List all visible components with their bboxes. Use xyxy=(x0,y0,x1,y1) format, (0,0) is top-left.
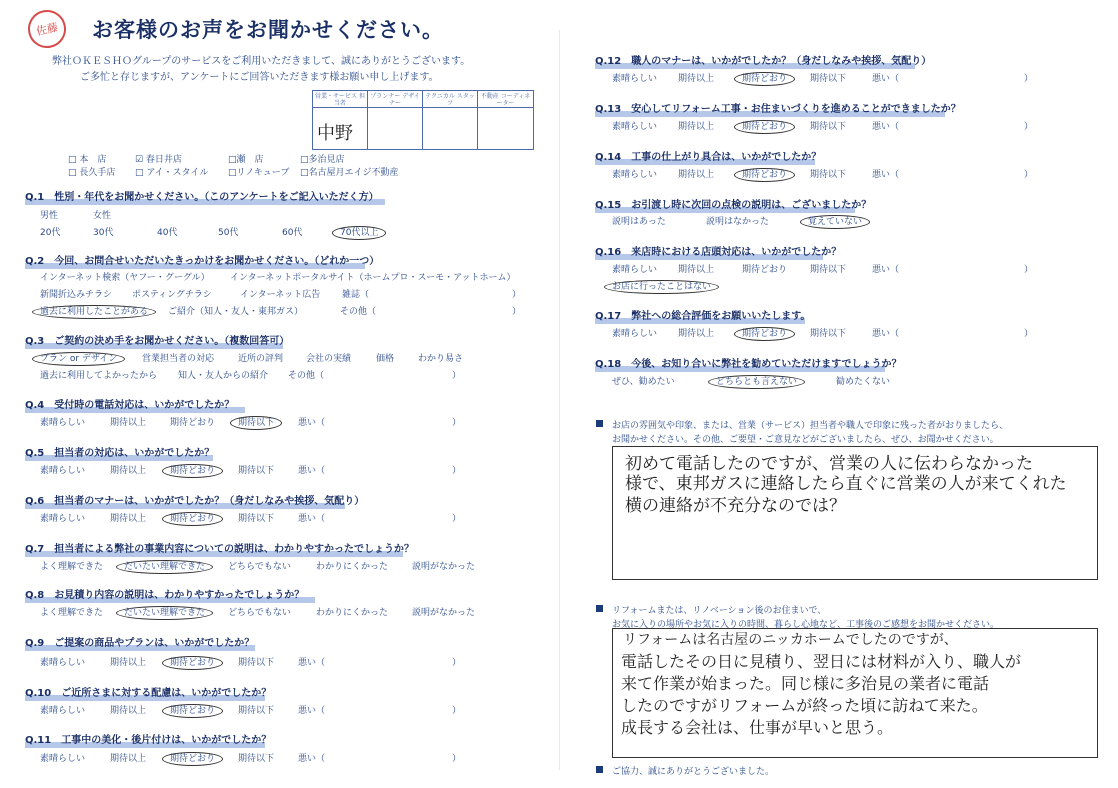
option[interactable]: 悪い（ xyxy=(298,466,326,476)
comment-prompt: お店の雰囲気や印象、または、営業（サービス）担当者や職人で印象に残った者がおりましたら、 xyxy=(612,421,1009,431)
option-selected[interactable] xyxy=(742,71,787,84)
option-circled[interactable]: 過去に利用したことがある xyxy=(32,305,156,319)
intro-line-1: 弊社ＯＫＥＳＨＯグループのサービスをご利用いただきまして、誠にありがとうございます。 xyxy=(52,56,471,67)
question-label xyxy=(595,148,821,163)
question-text: Q.13 安心してリフォーム工事・お住まいづくりを進めることができましたか？ xyxy=(595,104,961,115)
option-selected[interactable] xyxy=(170,703,215,716)
question-text: Q.8 お見積り内容の説明は、わかりやすかったでしょうか？ xyxy=(25,590,305,601)
option[interactable]: 悪い（ xyxy=(872,329,900,339)
option[interactable]: 過去に利用してよかったから xyxy=(40,371,158,381)
option-circled[interactable]: 覚えていない xyxy=(800,215,870,229)
comment-box[interactable] xyxy=(612,446,1098,580)
option-selected[interactable] xyxy=(170,463,215,476)
option-paren: ） xyxy=(452,706,462,716)
option[interactable]: 雑誌（ xyxy=(342,290,370,300)
option[interactable]: 期待以上 xyxy=(110,466,147,476)
option[interactable]: 悪い（ xyxy=(298,418,326,428)
option-circled[interactable]: だいたい理解できた xyxy=(116,606,213,620)
option[interactable]: 期待以上 xyxy=(110,754,147,764)
question-text: Q.11 工事中の美化・後片付けは、いかがでしたか？ xyxy=(25,735,272,746)
intro-line-2: ご多忙と存じますが、アンケートにご回答いただきます様お願い申し上げます。 xyxy=(80,72,439,83)
option-selected[interactable] xyxy=(40,351,117,364)
handwritten-line: 初めて電話したのですが、営業の人に伝わらなかった xyxy=(625,454,1033,474)
option[interactable]: 期待以上 xyxy=(110,658,147,668)
store-option[interactable]: □ アイ・スタイル xyxy=(135,168,209,178)
option[interactable]: 素晴らしい xyxy=(612,170,658,180)
bullet-square-icon xyxy=(596,420,603,427)
option[interactable]: 悪い（ xyxy=(298,706,326,716)
staff-table xyxy=(312,90,534,150)
option-paren: ） xyxy=(1024,329,1034,339)
option-paren: ） xyxy=(1024,170,1034,180)
question-label xyxy=(25,444,214,459)
option[interactable]: 20代 xyxy=(40,228,61,238)
option-selected[interactable] xyxy=(124,605,205,618)
option-circled[interactable]: 期待どおり xyxy=(162,512,223,526)
option[interactable]: 勧めたくない xyxy=(836,377,891,387)
question-text: Q.4 受付時の電話対応は、いかがでしたか？ xyxy=(25,400,235,411)
option-circled[interactable]: 70代以上 xyxy=(332,226,386,240)
store-option[interactable]: □ 本 店 xyxy=(68,155,107,165)
option[interactable]: 説明はあった xyxy=(612,217,666,227)
option-paren: ） xyxy=(1024,265,1034,275)
handwritten-line: したのですがリフォームが終った頃に訪ねて来た。 xyxy=(621,696,988,715)
question-text: Q.1 性別・年代をお聞かせください。（このアンケートをご記入いただく方） xyxy=(25,192,379,203)
option[interactable]: どちらでもない xyxy=(228,562,291,572)
handwritten-line: 様で、東邦ガスに連絡したら直ぐに営業の人が来てくれた xyxy=(625,474,1067,494)
option[interactable]: 悪い（ xyxy=(872,265,900,275)
option-selected[interactable] xyxy=(340,225,378,238)
option[interactable]: 期待以上 xyxy=(110,514,147,524)
option[interactable]: 期待どおり xyxy=(170,418,216,428)
question-label xyxy=(595,196,871,211)
comment-prompt: お気に入りの場所やお気に入りの時間、暮らし心地など、工事後のご感想をお聞かせください。 xyxy=(612,620,1000,630)
staff-col-label: 不動産 コーディネーター xyxy=(480,93,531,107)
comment-prompt: リフォームまたは、リノベーション後のお住まいで、 xyxy=(612,606,827,616)
option[interactable]: 期待以下 xyxy=(238,514,275,524)
handwritten-line: 横の連絡が不充分なのでは？ xyxy=(625,496,846,516)
option[interactable]: 期待以下 xyxy=(810,329,847,339)
question-text: Q.3 ご契約の決め手をお聞かせください。（複数回答可） xyxy=(25,336,290,347)
question-text: Q.12 職人のマナーは、いかがでしたか？（身だしなみや挨拶、気配り） xyxy=(595,56,932,67)
option-circled[interactable]: お店に行ったことはない xyxy=(604,280,719,294)
option-circled[interactable]: 期待どおり xyxy=(162,704,223,718)
option[interactable]: 期待以上 xyxy=(678,74,715,84)
option[interactable]: 40代 xyxy=(157,228,178,238)
option-selected[interactable] xyxy=(742,167,787,180)
option[interactable]: ぜひ、勧めたい xyxy=(612,377,675,387)
option[interactable]: 素晴らしい xyxy=(612,74,658,84)
option[interactable]: 素晴らしい xyxy=(40,754,86,764)
option[interactable]: インターネット広告 xyxy=(240,290,321,300)
option[interactable]: 価格 xyxy=(376,354,395,364)
option[interactable]: 期待以下 xyxy=(238,706,275,716)
staff-col-label: 営業・サービス 担当者 xyxy=(315,93,365,107)
bullet-square-icon xyxy=(596,605,603,612)
question-text: Q.18 今後、お知り合いに弊社を勧めていただけますでしょうか？ xyxy=(595,359,902,370)
question-label xyxy=(25,252,379,267)
option-selected[interactable] xyxy=(170,751,215,764)
option[interactable]: 素晴らしい xyxy=(612,329,658,339)
option-paren: ） xyxy=(1024,74,1034,84)
option-circled[interactable]: 期待どおり xyxy=(734,327,795,341)
option-circled[interactable]: 期待どおり xyxy=(734,72,795,86)
question-label xyxy=(25,634,254,649)
option-circled[interactable]: プラン or デザイン xyxy=(32,352,125,366)
option[interactable]: 60代 xyxy=(282,228,303,238)
option-circled[interactable]: 期待どおり xyxy=(162,464,223,478)
option[interactable]: 期待以下 xyxy=(810,122,847,132)
option-paren: ） xyxy=(452,418,462,428)
staff-col-label: プランナー デザイナー xyxy=(370,93,420,107)
question-text: Q.16 来店時における店頭対応は、いかがでしたか？ xyxy=(595,247,842,258)
option[interactable]: 悪い（ xyxy=(872,170,900,180)
question-label xyxy=(595,307,810,322)
question-label xyxy=(595,100,961,115)
option[interactable]: わかりにくかった xyxy=(316,562,389,572)
option[interactable]: 会社の実績 xyxy=(306,354,352,364)
option[interactable]: 期待以上 xyxy=(678,122,715,132)
option[interactable]: 営業担当者の対応 xyxy=(142,354,215,364)
option-paren: ） xyxy=(452,658,462,668)
option[interactable]: その他（ xyxy=(288,371,325,381)
option[interactable]: 期待以下 xyxy=(810,74,847,84)
option[interactable]: 期待以上 xyxy=(678,265,715,275)
option-paren: ） xyxy=(512,307,522,317)
question-text: Q.17 弊社への総合評価をお願いいたします。 xyxy=(595,311,811,322)
option[interactable]: インターネットポータルサイト（ホームプロ・スーモ・アットホーム） xyxy=(230,273,516,283)
store-option[interactable]: □リノキューブ xyxy=(228,168,290,178)
option[interactable]: 素晴らしい xyxy=(40,418,86,428)
option[interactable]: 素晴らしい xyxy=(612,122,658,132)
question-text: Q.9 ご提案の商品やプランは、いかがでしたか？ xyxy=(25,638,255,649)
question-label xyxy=(25,332,289,347)
question-text: Q.7 担当者による弊社の事業内容についての説明は、わかりやすかったでしょうか？ xyxy=(25,544,415,555)
staff-handwritten-name: 中野 xyxy=(317,123,353,144)
store-option[interactable]: □瀬 店 xyxy=(228,155,264,165)
question-label xyxy=(25,731,271,746)
option[interactable]: 期待以下 xyxy=(238,466,275,476)
option[interactable]: 知人・友人からの紹介 xyxy=(178,371,269,381)
option-selected[interactable] xyxy=(808,214,862,227)
option-selected[interactable] xyxy=(170,655,215,668)
option[interactable]: 説明がなかった xyxy=(412,562,476,572)
store-option[interactable]: ☑ 春日井店 xyxy=(135,155,182,165)
option[interactable]: 男性 xyxy=(40,211,59,221)
question-label xyxy=(595,243,841,258)
option[interactable]: 悪い（ xyxy=(872,122,900,132)
option[interactable]: 素晴らしい xyxy=(40,706,86,716)
option[interactable]: 素晴らしい xyxy=(40,514,86,524)
option[interactable]: 素晴らしい xyxy=(40,658,86,668)
column-divider xyxy=(559,30,560,770)
question-text: Q.2 今回、お問合せいただいたきっかけをお聞かせください。（どれか一つ） xyxy=(25,256,380,267)
option-circled[interactable]: どちらとも言えない xyxy=(708,375,805,389)
question-label xyxy=(595,52,931,67)
question-label xyxy=(25,540,414,555)
handwritten-line: 成長する会社は、仕事が早いと思う。 xyxy=(621,718,894,737)
option[interactable]: インターネット検索（ヤフー・グーグル） xyxy=(40,273,210,283)
option[interactable]: その他（ xyxy=(340,307,377,317)
option-circled[interactable]: 期待どおり xyxy=(734,120,795,134)
option[interactable]: 悪い（ xyxy=(872,74,900,84)
option[interactable]: 期待以下 xyxy=(810,265,847,275)
option[interactable]: どちらでもない xyxy=(228,608,291,618)
question-text: Q.10 ご近所さまに対する配慮は、いかがでしたか？ xyxy=(25,688,272,699)
option[interactable]: よく理解できた xyxy=(40,562,104,572)
option-selected[interactable] xyxy=(742,326,787,339)
comment-box[interactable] xyxy=(612,628,1098,758)
option[interactable]: ポスティングチラシ xyxy=(132,290,212,300)
option[interactable]: 悪い（ xyxy=(298,514,326,524)
option-selected[interactable] xyxy=(716,374,797,387)
option[interactable]: わかりにくかった xyxy=(316,608,389,618)
question-text: Q.14 工事の仕上がり具合は、いかがでしたか？ xyxy=(595,152,822,163)
option[interactable]: 悪い（ xyxy=(298,658,326,668)
question-label xyxy=(25,684,271,699)
option[interactable]: 新聞折込みチラシ xyxy=(40,290,113,300)
option[interactable]: 50代 xyxy=(218,228,239,238)
option[interactable]: よく理解できた xyxy=(40,608,104,618)
option[interactable]: 期待以上 xyxy=(110,706,147,716)
option[interactable]: 近所の評判 xyxy=(238,354,284,364)
question-text: Q.5 担当者の対応は、いかがでしたか？ xyxy=(25,448,215,459)
option-selected[interactable] xyxy=(612,279,711,292)
question-label xyxy=(25,492,364,507)
store-option[interactable]: □ 長久手店 xyxy=(68,168,116,178)
option[interactable]: 期待どおり xyxy=(742,265,788,275)
option[interactable]: 期待以下 xyxy=(810,170,847,180)
option[interactable]: 30代 xyxy=(93,228,114,238)
store-option[interactable]: □名古屋月エイジ不動産 xyxy=(300,168,399,178)
question-label xyxy=(25,396,234,411)
handwritten-line: リフォームは名古屋のニッカホームでしたのですが、 xyxy=(623,632,958,648)
option-circled[interactable]: 期待どおり xyxy=(162,752,223,766)
question-text: Q.6 担当者のマナーは、いかがでしたか？（身だしなみや挨拶、気配り） xyxy=(25,496,365,507)
store-option[interactable]: □多治見店 xyxy=(300,155,345,165)
option-circled[interactable]: だいたい理解できた xyxy=(116,560,213,574)
option-selected[interactable] xyxy=(238,415,274,428)
handwritten-line: 来て作業が始まった。同じ様に多治見の業者に電話 xyxy=(621,674,990,693)
option-paren: ） xyxy=(452,754,462,764)
option-circled[interactable]: 期待どおり xyxy=(734,168,795,182)
page-title: お客様のお声をお聞かせください。 xyxy=(92,18,444,42)
option[interactable]: 期待以上 xyxy=(678,329,715,339)
option[interactable]: 期待以下 xyxy=(238,658,275,668)
option[interactable]: 素晴らしい xyxy=(40,466,86,476)
option-selected[interactable] xyxy=(170,511,215,524)
question-label xyxy=(595,355,902,370)
question-label xyxy=(25,586,304,601)
option-selected[interactable] xyxy=(742,119,787,132)
option-paren: ） xyxy=(1024,122,1034,132)
seal-stamp: 佐藤 xyxy=(24,6,69,51)
bullet-square-icon xyxy=(596,766,603,773)
option[interactable]: ご紹介（知人・友人・東邦ガス） xyxy=(168,307,304,317)
comment-prompt: お聞かせください。その他、ご要望・ご意見などがございましたら、ぜひ、お聞かせください。 xyxy=(612,435,999,445)
footer-thanks: ご協力、誠にありがとうございました。 xyxy=(612,767,775,777)
option-circled[interactable]: 期待以下 xyxy=(230,416,282,430)
option[interactable]: 期待以上 xyxy=(678,170,715,180)
option-paren: ） xyxy=(452,371,462,381)
staff-col-label: テクニカル スタッフ xyxy=(425,93,475,107)
option[interactable]: 悪い（ xyxy=(298,754,326,764)
option[interactable]: わかり易さ xyxy=(418,354,464,364)
option[interactable]: 期待以上 xyxy=(110,418,147,428)
question-text: Q.15 お引渡し時に次回の点検の説明は、ございましたか？ xyxy=(595,200,872,211)
option[interactable]: 素晴らしい xyxy=(612,265,658,275)
option[interactable]: 女性 xyxy=(93,211,112,221)
question-label xyxy=(25,188,379,203)
option-paren: ） xyxy=(452,514,462,524)
option[interactable]: 期待以下 xyxy=(238,754,275,764)
option-selected[interactable] xyxy=(124,559,205,572)
option-circled[interactable]: 期待どおり xyxy=(162,656,223,670)
option-paren: ） xyxy=(512,290,522,300)
option[interactable]: 説明がなかった xyxy=(412,608,476,618)
option-paren: ） xyxy=(452,466,462,476)
handwritten-line: 電話したその日に見積り、翌日には材料が入り、職人が xyxy=(621,652,1022,671)
option-selected[interactable] xyxy=(40,304,148,317)
option[interactable]: 説明はなかった xyxy=(706,217,770,227)
